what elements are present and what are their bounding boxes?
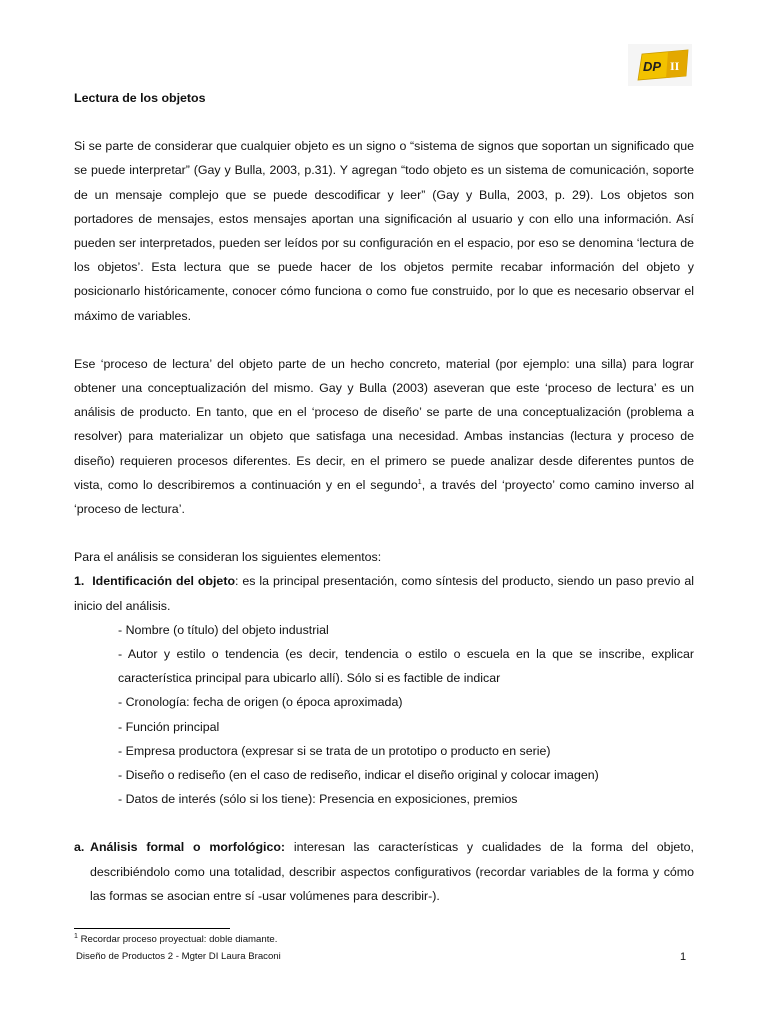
page-footer: Diseño de Productos 2 - Mgter DI Laura Braconi (76, 951, 281, 962)
list-item-a-text: interesan las características y cualidades de la forma del objeto, describiéndolo como una totalidad, describir aspectos configurativos (recordar variables de la forma y cómo las formas se asocian entre sí -usar volúmenes para describir-). (90, 840, 694, 903)
list-item-1 (74, 569, 694, 617)
subitem-function: - Función principal (118, 719, 220, 734)
dp-ii-logo (628, 44, 692, 86)
footnote (74, 933, 277, 947)
subitem-author: - Autor y estilo o tendencia (es decir, tendencia o estilo o escuela en la que se inscribe, explicar característica principal para ubicarlo allí). Sólo si es factible de indicar (118, 647, 694, 686)
list-item-a-label: a. (74, 840, 85, 855)
paragraph-2-text-b: , a través del ‘proyecto’ como camino inverso al ‘proceso de lectura’. (74, 477, 694, 517)
list-item-a-heading: Análisis formal o morfológico: (90, 840, 286, 855)
subitem-name: - Nombre (o título) del objeto industrial (118, 622, 329, 637)
logo-graphic (628, 44, 692, 86)
list-item-a (74, 835, 694, 908)
main-content (74, 86, 694, 908)
paragraph-2-text-a: Ese ‘proceso de lectura’ del objeto parte de un hecho concreto, material (por ejemplo: una silla) para lograr obtener una conceptualización del mismo. Gay y Bulla (2003) aseveran que este ‘proceso de lectura’ es un análisis de producto. En tanto, que en el ‘proceso de diseño’ se parte de una conceptualización (problema a resolver) para materializar un objeto que satisfaga una necesidad. Ambas instancias (lectura y proceso de diseño) requieren procesos diferentes. Es decir, en el primero se puede analizar desde diferentes puntos de vista, como lo describiremos a continuación y en el segundo (74, 356, 694, 492)
footnote-ref: 1 (417, 478, 422, 486)
logo-text-dp: DP (643, 59, 662, 74)
subitem-chronology: - Cronología: fecha de origen (o época aproximada) (118, 695, 403, 710)
footnote-text: Recordar proceso proyectual: doble diamante. (77, 934, 278, 945)
elements-intro: Para el análisis se consideran los siguientes elementos: (74, 550, 382, 565)
list-item-1-label: Identificación del objeto (92, 574, 236, 589)
page-number: 1 (680, 951, 687, 963)
paragraph-1: Si se parte de considerar que cualquier objeto es un signo o “sistema de signos que soportan un significado que se puede interpretar” (Gay y Bulla, 2003, p.31). Y agregan “todo objeto es un sistema de comunicación, soporte de un mensaje complejo que se puede descodificar y leer” (Gay y Bulla, 2003, p. 29). Los objetos son portadores de mensajes, estos mensajes aportan una significación al usuario y con ello una información. Así pueden ser interpretados, pueden ser leídos por su configuración en el espacio, por eso se denomina ‘lectura de los objetos’. Esta lectura que se puede hacer de los objetos permite recabar información del objeto y posicionarlo históricamente, conocer cómo funciona o como fue construido, por lo que es necesario observar el máximo de variables. (74, 139, 694, 323)
footnote-mark: 1 (74, 932, 78, 940)
document-title: Lectura de los objetos (74, 91, 206, 105)
subitem-design: - Diseño o rediseño (en el caso de rediseño, indicar el diseño original y colocar imagen) (118, 768, 599, 783)
list-item-1-number: 1. (74, 574, 85, 589)
subitem-company: - Empresa productora (expresar si se trata de un prototipo o producto en serie) (118, 743, 551, 758)
logo-text-ii: II (670, 59, 680, 73)
list-item-1-text: : es la principal presentación, como síntesis del producto, siendo un paso previo al inicio del análisis. (74, 574, 694, 613)
subitem-data: - Datos de interés (sólo si los tiene): Presencia en exposiciones, premios (118, 792, 518, 807)
footnote-separator (74, 928, 230, 929)
paragraph-2 (74, 352, 694, 521)
